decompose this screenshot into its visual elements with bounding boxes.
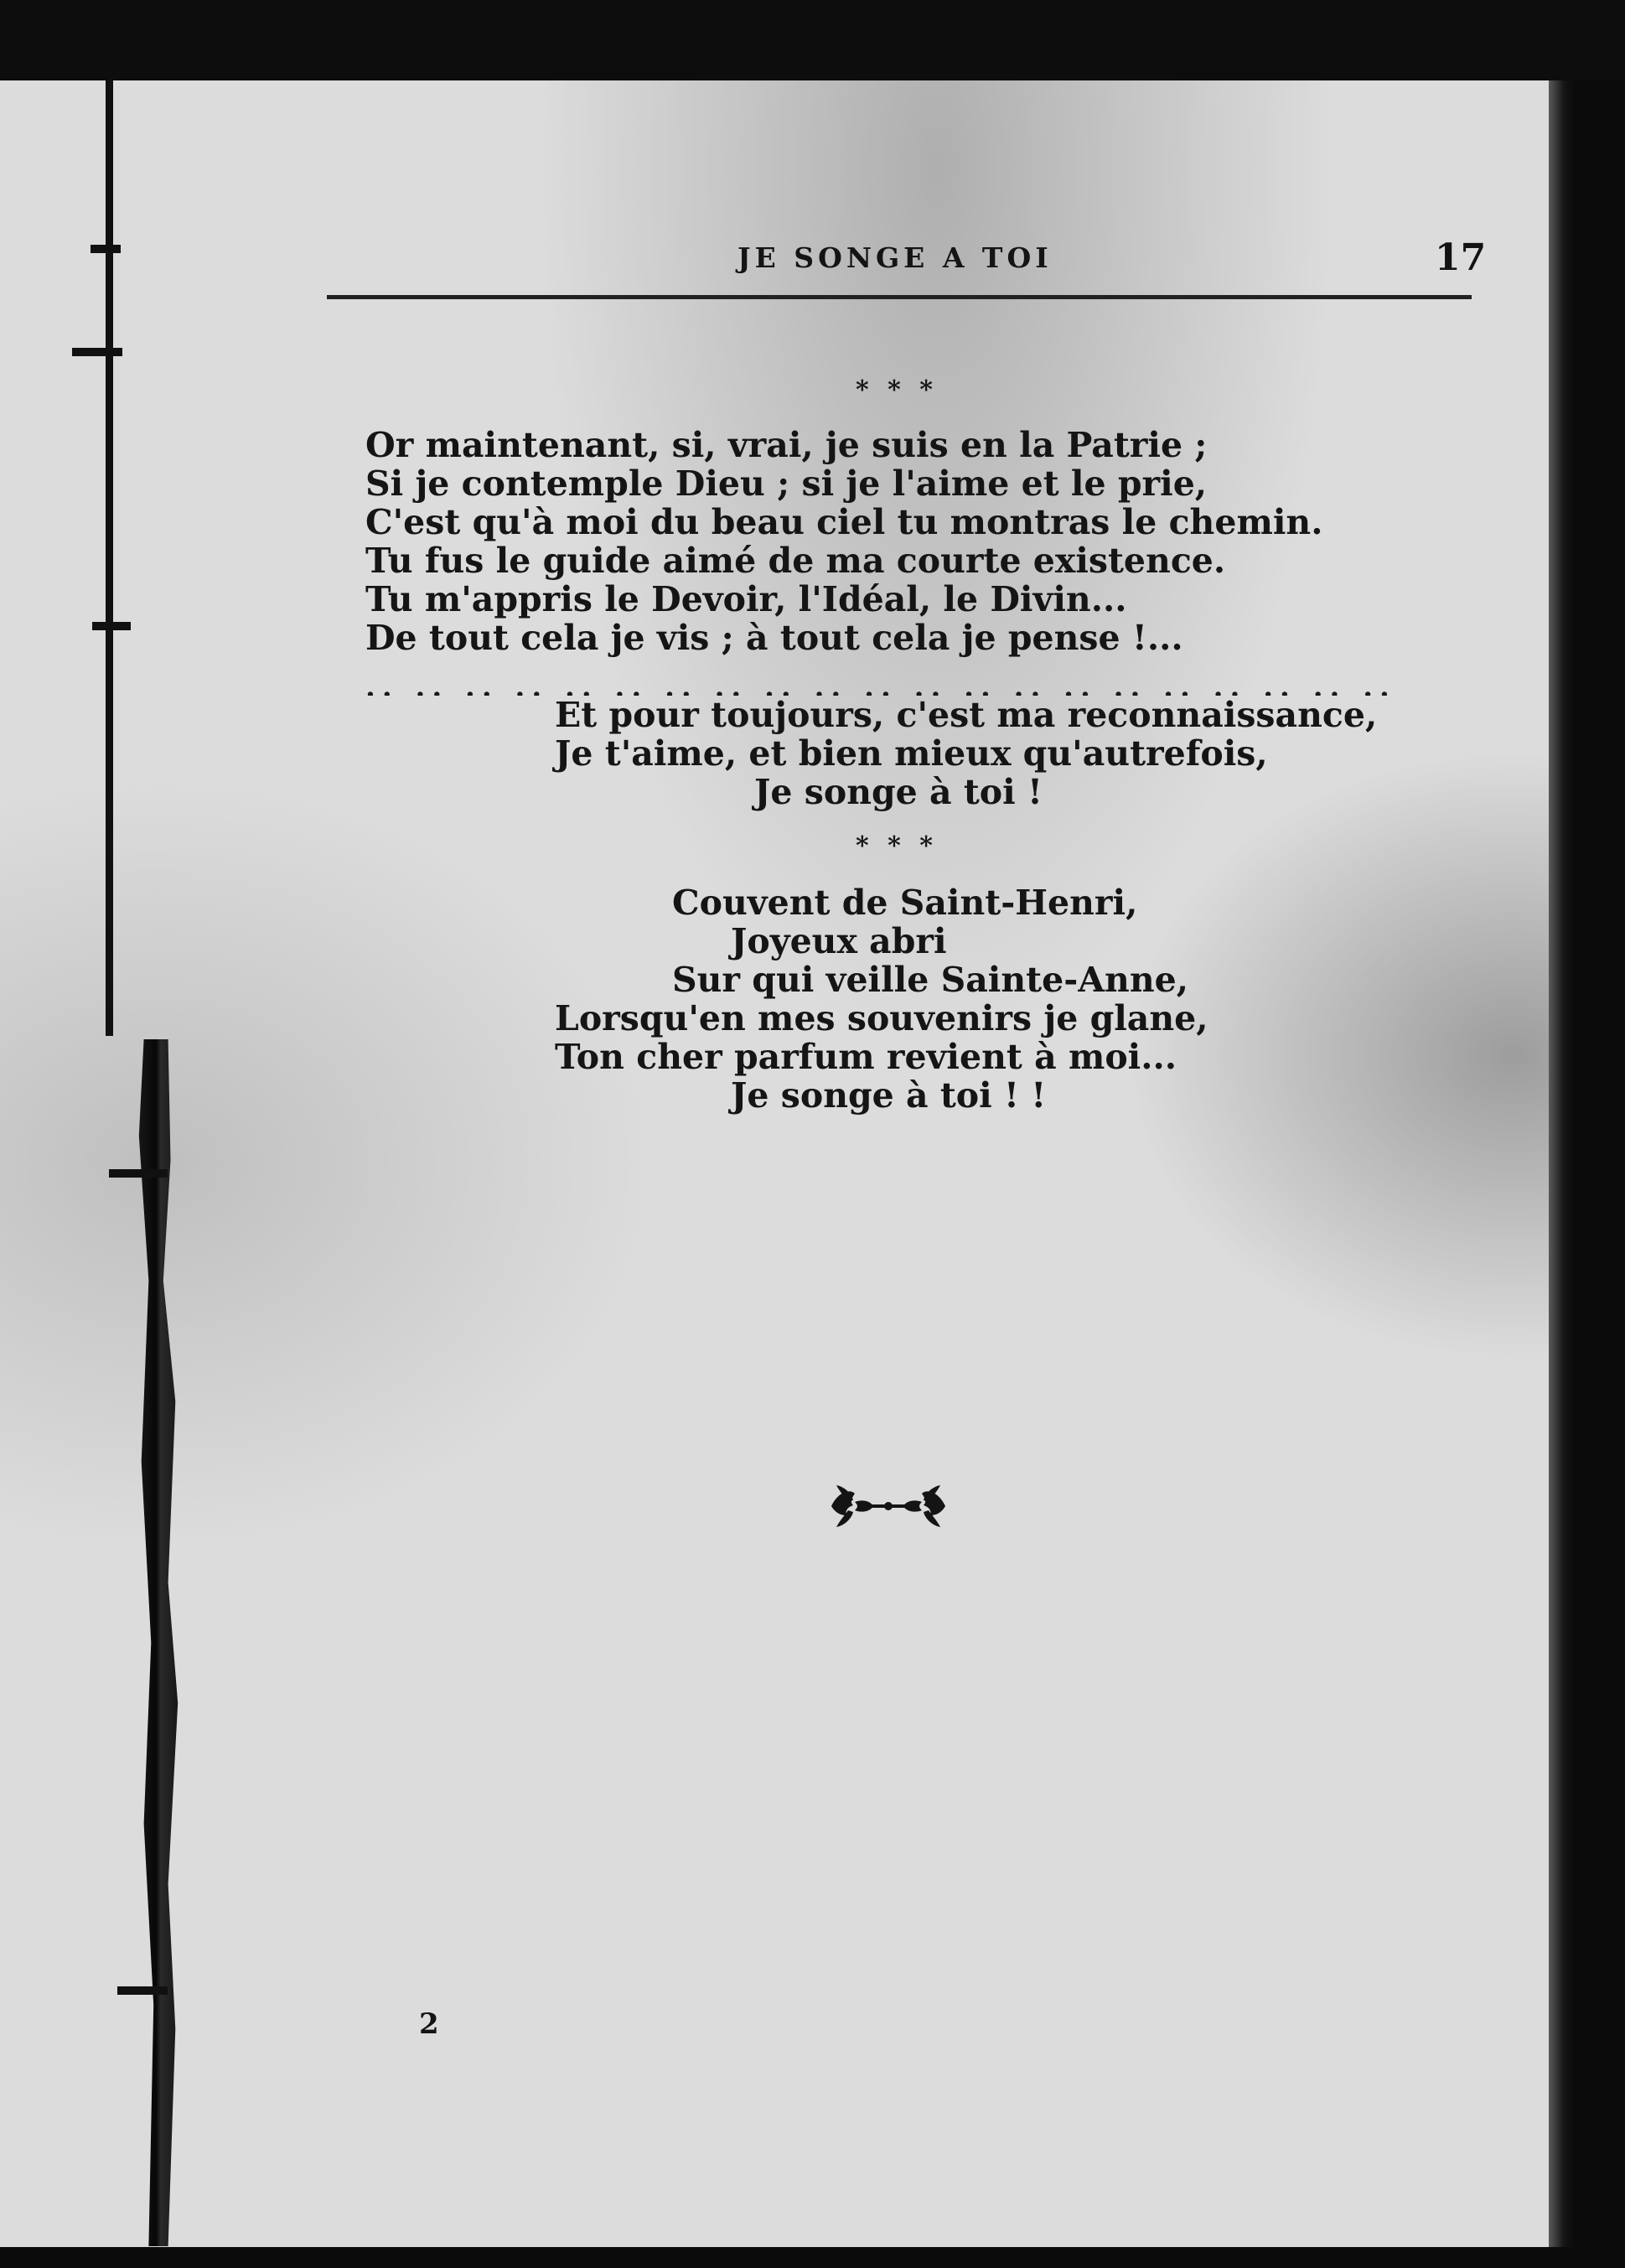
asterism-divider: * * * bbox=[856, 831, 938, 861]
verse-line: Tu m'appris le Devoir, l'Idéal, le Divin... bbox=[365, 579, 1127, 619]
binding-mark bbox=[109, 1169, 168, 1178]
sheet-signature-mark: 2 bbox=[419, 2007, 439, 2041]
page-right-edge-shadow bbox=[1549, 80, 1574, 2247]
verse-line: Sur qui veille Sainte-Anne, bbox=[672, 960, 1189, 1000]
scan-border-top bbox=[0, 0, 1625, 80]
header-rule bbox=[327, 295, 1472, 299]
verse-line: Ton cher parfum revient à moi... bbox=[555, 1037, 1177, 1077]
floral-tailpiece-icon bbox=[830, 1477, 947, 1535]
verse-line: Lorsqu'en mes souvenirs je glane, bbox=[555, 998, 1208, 1038]
scan-border-bottom bbox=[0, 2247, 1625, 2268]
binding-mark bbox=[92, 622, 131, 630]
verse-line: Et pour toujours, c'est ma reconnaissance, bbox=[555, 695, 1378, 735]
verse-line: Or maintenant, si, vrai, je suis en la Patrie ; bbox=[365, 425, 1208, 465]
verse-line: Tu fus le guide aimé de ma courte existence. bbox=[365, 541, 1226, 581]
verse-line: C'est qu'à moi du beau ciel tu montras le chemin. bbox=[365, 502, 1323, 542]
verse-line: Je t'aime, et bien mieux qu'autrefois, bbox=[555, 733, 1268, 774]
running-title: JE SONGE A TOI bbox=[737, 241, 1053, 274]
page-number: 17 bbox=[1435, 236, 1487, 279]
binding-mark bbox=[117, 1986, 168, 1995]
book-page bbox=[0, 80, 1560, 2247]
binding-edge bbox=[106, 80, 113, 1036]
verse-line: De tout cela je vis ; à tout cela je pense !... bbox=[365, 618, 1183, 658]
verse-line: Couvent de Saint-Henri, bbox=[672, 883, 1138, 923]
ellipsis-rule: .. .. .. .. .. .. .. .. .. .. .. .. .. .. .. .. .. .. .. .. .. bbox=[365, 671, 1396, 696]
asterism-divider: * * * bbox=[856, 375, 938, 405]
verse-line: Si je contemple Dieu ; si je l'aime et le prie, bbox=[365, 463, 1208, 504]
verse-line: Je songe à toi ! ! bbox=[731, 1075, 1047, 1116]
binding-mark bbox=[72, 348, 122, 356]
verse-line: Joyeux abri bbox=[731, 921, 947, 961]
binding-mark bbox=[91, 245, 121, 253]
verse-line: Je songe à toi ! bbox=[754, 772, 1043, 812]
